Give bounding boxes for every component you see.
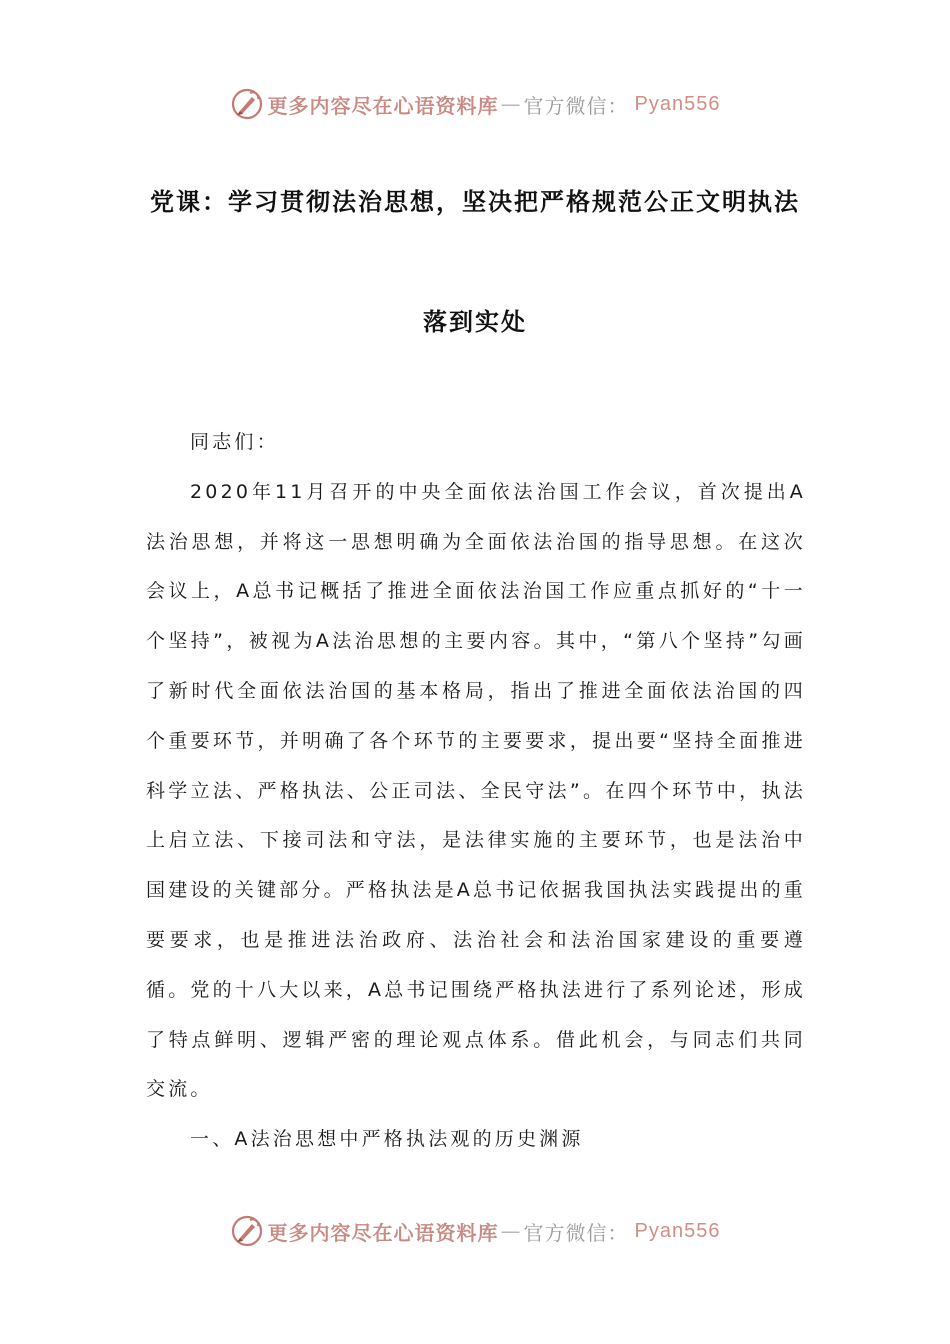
watermark-official-label: 官方微信：: [523, 93, 629, 118]
document-title-line2: 落到实处: [423, 308, 527, 336]
salutation: 同志们：: [190, 431, 279, 453]
watermark-dash: —: [500, 1219, 522, 1243]
footer-watermark: [0, 1211, 950, 1251]
watermark-text: 更多内容尽在心语资料库: [267, 1220, 499, 1245]
watermark-official-label: 官方微信：: [523, 1220, 629, 1245]
watermark-text: 更多内容尽在心语资料库: [267, 93, 499, 118]
document-body: [146, 418, 806, 1165]
paragraph-1: 2020年11月召开的中央全面依法治国工作会议，首次提出A法治思想，并将这一思想明确为全面依法治国的指导思想。在这次会议上，A总书记概括了推进全面依法治国工作应重点抓好的“十一个坚持”，被视为A法治思想的主要内容。其中，“第八个坚持”勾画了新时代全面依法治国的基本格局，指出了推进全面依法治国的四个重要环节，并明确了各个环节的主要要求，提出要“坚持全面推进科学立法、严格执法、公正司法、全民守法”。在四个环节中，执法上启立法、下接司法和守法，是法律实施的主要环节，也是法治中国建设的关键部分。严格执法是A总书记依据我国执法实践提出的重要要求，也是推进法治政府、法治社会和法治国家建设的重要遵循。党的十八大以来，A总书记围绕严格执法进行了系列论述，形成了特点鲜明、逻辑严密的理论观点体系。借此机会，与同志们共同交流。: [146, 480, 806, 1101]
section-1-heading: 一、A法治思想中严格执法观的历史渊源: [190, 1128, 584, 1151]
watermark-wechat-id: Pyan556: [634, 1219, 721, 1242]
document-title-line1: 党课：学习贯彻法治思想，坚决把严格规范公正文明执法: [150, 188, 800, 216]
watermark-wechat-id: Pyan556: [634, 92, 721, 115]
header-watermark: [0, 84, 950, 124]
pen-logo-icon: [230, 87, 264, 121]
pen-logo-icon: [230, 1214, 264, 1248]
watermark-dash: —: [500, 92, 522, 116]
